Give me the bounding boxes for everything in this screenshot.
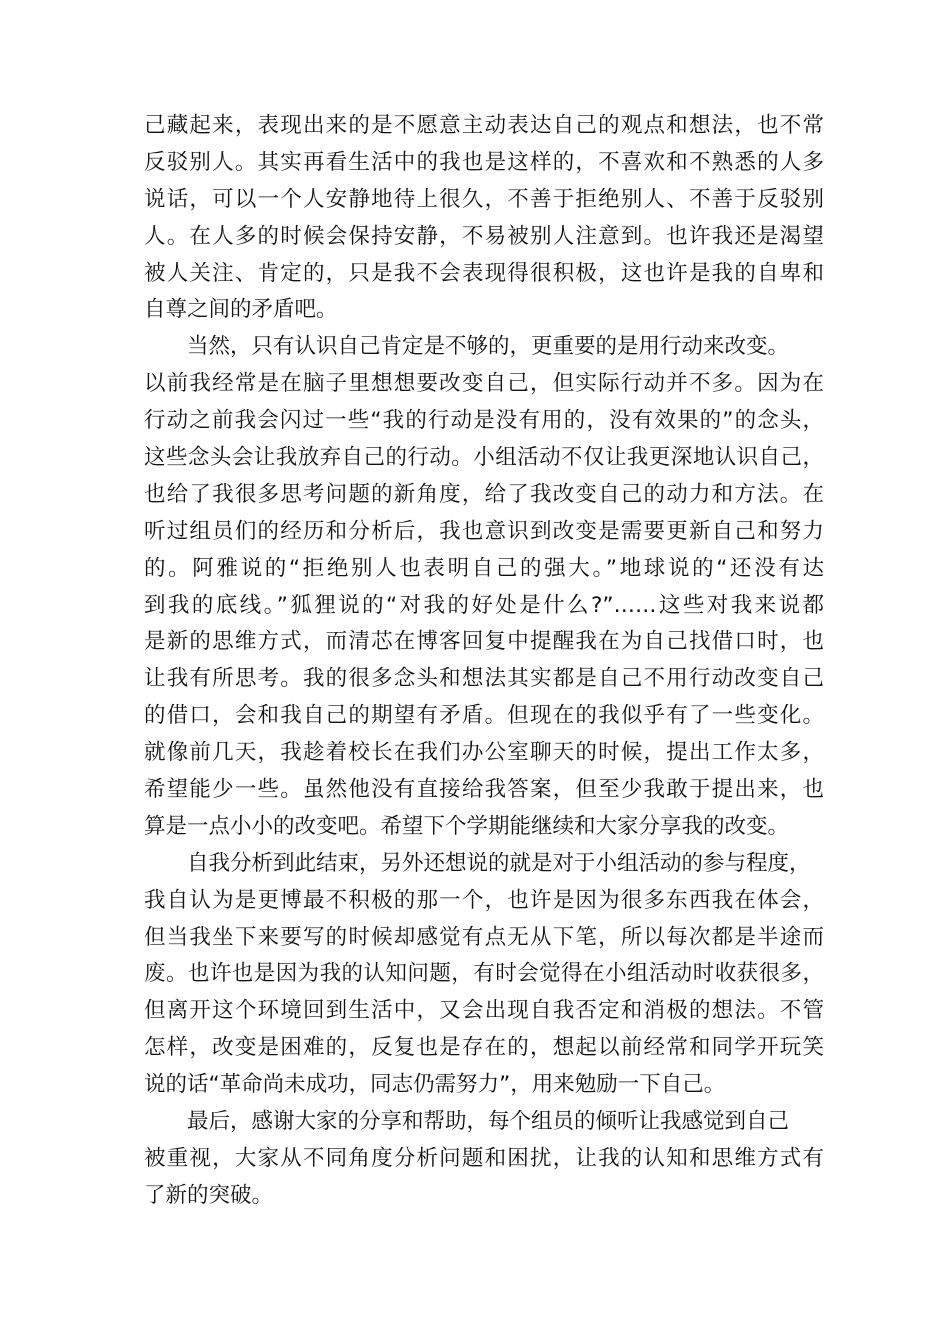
text-line: 但离开这个环境回到生活中，又会出现自我否定和消极的想法。不管 — [144, 998, 824, 1024]
text-line: 被重视，大家从不同角度分析问题和困扰，让我的认知和思维方式有 — [144, 1145, 824, 1171]
text-line: 行动之前我会闪过一些“我的行动是没有用的，没有效果的”的念头， — [144, 408, 824, 434]
text-line: 我自认为是更博最不积极的那一个，也许是因为很多东西我在体会， — [144, 887, 824, 913]
text-line: 的。阿雅说的“拒绝别人也表明自己的强大。”地球说的“还没有达 — [144, 555, 824, 581]
text-line: 是新的思维方式，而清芯在博客回复中提醒我在为自己找借口时，也 — [144, 629, 824, 655]
text-line: 被人关注、肯定的，只是我不会表现得很积极，这也许是我的自卑和 — [144, 260, 824, 286]
text-line: 了新的突破。 — [144, 1182, 274, 1208]
text-line: 就像前几天，我趁着校长在我们办公室聊天的时候，提出工作太多， — [144, 740, 824, 766]
text-line: 说话，可以一个人安静地待上很久，不善于拒绝别人、不善于反驳别 — [144, 186, 824, 212]
text-line: 但当我坐下来要写的时候却感觉有点无从下笔，所以每次都是半途而 — [144, 924, 824, 950]
text-line: 算是一点小小的改变吧。希望下个学期能继续和大家分享我的改变。 — [144, 813, 790, 839]
text-line: 人。在人多的时候会保持安静，不易被别人注意到。也许我还是渴望 — [144, 223, 824, 249]
text-line: 反驳别人。其实再看生活中的我也是这样的，不喜欢和不熟悉的人多 — [144, 149, 824, 175]
paragraph-first-line: 当然，只有认识自己肯定是不够的，更重要的是用行动来改变。 — [187, 334, 790, 360]
text-line: 听过组员们的经历和分析后，我也意识到改变是需要更新自己和努力 — [144, 518, 824, 544]
text-line: 希望能少一些。虽然他没有直接给我答案，但至少我敢于提出来，也 — [144, 777, 824, 803]
text-line: 到我的底线。”狐狸说的“对我的好处是什么?”……这些对我来说都 — [144, 592, 824, 618]
document-body — [144, 108, 824, 1215]
text-line: 这些念头会让我放弃自己的行动。小组活动不仅让我更深地认识自己， — [144, 445, 824, 471]
text-line: 怎样，改变是困难的，反复也是存在的，想起以前经常和同学开玩笑 — [144, 1035, 824, 1061]
text-line: 也给了我很多思考问题的新角度，给了我改变自己的动力和方法。在 — [144, 481, 824, 507]
paragraph-first-line: 自我分析到此结束，另外还想说的就是对于小组活动的参与程度， — [187, 850, 811, 876]
text-line: 自尊之间的矛盾吧。 — [144, 297, 338, 323]
text-line: 让我有所思考。我的很多念头和想法其实都是自己不用行动改变自己 — [144, 666, 824, 692]
text-line: 以前我经常是在脑子里想想要改变自己，但实际行动并不多。因为在 — [144, 371, 824, 397]
text-line: 废。也许也是因为我的认知问题，有时会觉得在小组活动时收获很多， — [144, 961, 824, 987]
text-line: 说的话“革命尚未成功，同志仍需努力”，用来勉励一下自己。 — [144, 1072, 726, 1098]
paragraph-first-line: 最后，感谢大家的分享和帮助，每个组员的倾听让我感觉到自己 — [187, 1109, 790, 1135]
text-line: 己藏起来，表现出来的是不愿意主动表达自己的观点和想法，也不常 — [144, 113, 824, 138]
text-line: 的借口，会和我自己的期望有矛盾。但现在的我似乎有了一些变化。 — [144, 703, 824, 729]
